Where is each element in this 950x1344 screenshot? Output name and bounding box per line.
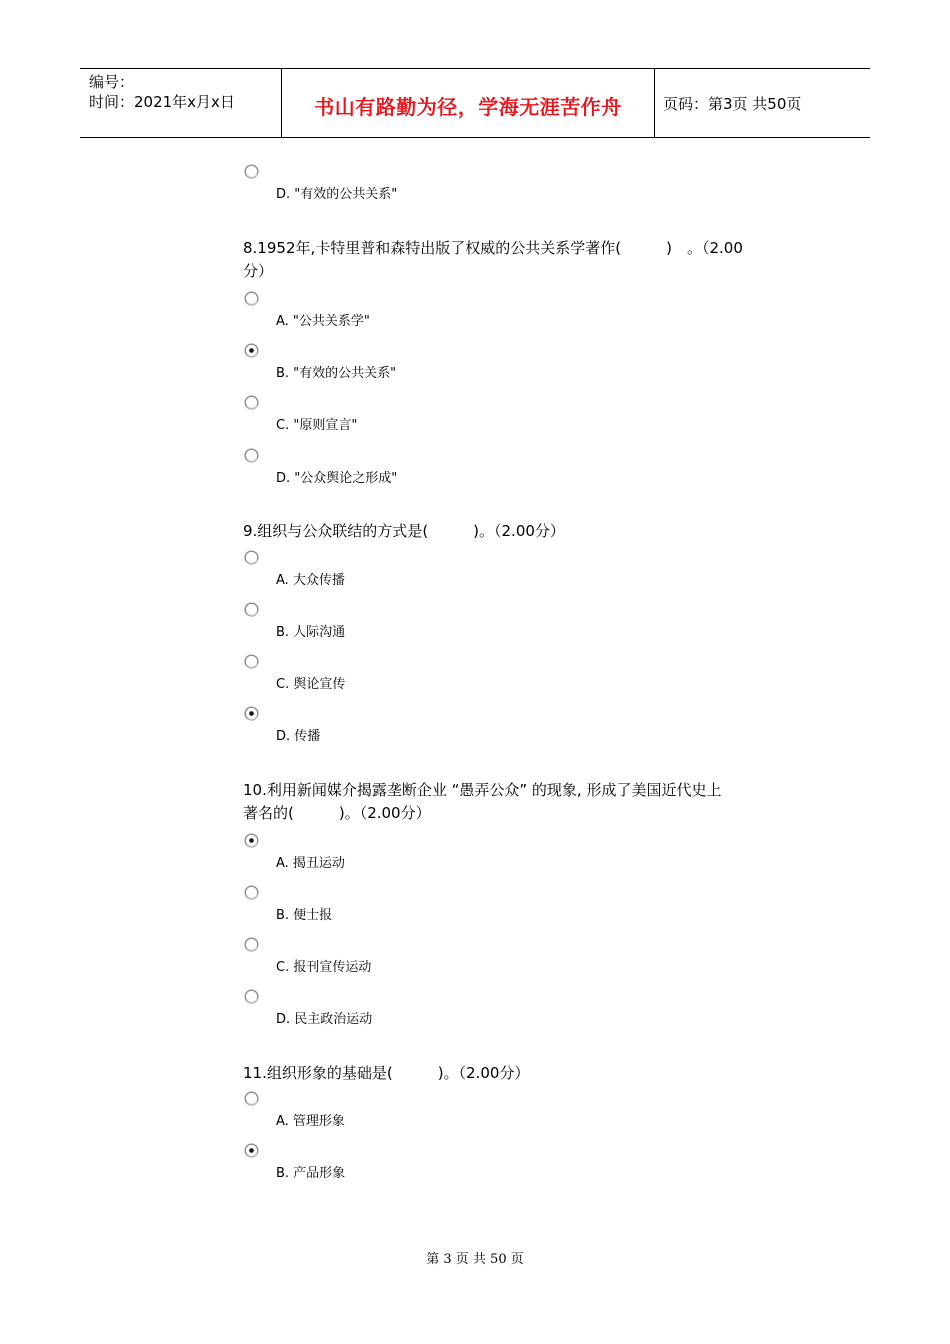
radio-button[interactable] (244, 989, 259, 1004)
option-label: A. "公共关系学" (276, 314, 370, 329)
option-label: D. 民主政治运动 (276, 1012, 373, 1027)
motto: 书山有路勤为径，学海无涯苦作舟 (314, 95, 622, 119)
radio-button[interactable] (244, 164, 259, 179)
header-right-cell (654, 69, 870, 137)
option-label: C. 报刊宣传运动 (276, 960, 372, 975)
option-label: B. 人际沟通 (276, 625, 346, 640)
radio-button[interactable] (244, 448, 259, 463)
question-9-title (243, 520, 823, 543)
option-label: B. 产品形象 (276, 1166, 346, 1181)
option-label: C. 舆论宣传 (276, 677, 346, 692)
radio-selected-dot (249, 1148, 254, 1153)
question-title-line: 11.组织形象的基础是( )。（2.00分） (243, 1064, 530, 1082)
radio-selected-dot (249, 711, 254, 716)
option-label: C. "原则宣言" (276, 418, 358, 433)
option-label: A. 揭丑运动 (276, 856, 345, 871)
option-label: A. 大众传播 (276, 573, 345, 588)
option-label: D. "公众舆论之形成" (276, 471, 398, 486)
radio-button[interactable] (244, 1143, 259, 1158)
radio-button[interactable] (244, 937, 259, 952)
radio-button[interactable] (244, 654, 259, 669)
question-title-line: 8.1952年,卡特里普和森特出版了权威的公共关系学著作( ) 。（2.00 (243, 239, 743, 257)
question-title-line: 10.利用新闻媒介揭露垄断企业 “愚弄公众” 的现象, 形成了美国近代史上 (243, 781, 722, 799)
radio-button[interactable] (244, 291, 259, 306)
radio-button[interactable] (244, 1091, 259, 1106)
question-8-title (243, 237, 823, 283)
radio-button[interactable] (244, 706, 259, 721)
question-title-line: 分） (243, 262, 274, 280)
header-motto-cell (281, 69, 655, 137)
option-label: D. "有效的公共关系" (276, 187, 398, 202)
radio-selected-dot (249, 348, 254, 353)
number-label: 编号： (89, 73, 135, 91)
radio-button[interactable] (244, 395, 259, 410)
page-label: 页码：第3页 共50页 (663, 95, 802, 113)
radio-selected-dot (249, 838, 254, 843)
page-header (80, 68, 870, 138)
radio-button[interactable] (244, 885, 259, 900)
radio-button[interactable] (244, 602, 259, 617)
question-11-title (243, 1062, 823, 1085)
question-10-title (243, 779, 823, 825)
option-label: D. 传播 (276, 729, 321, 744)
option-label: B. 便士报 (276, 908, 333, 923)
option-label: B. "有效的公共关系" (276, 366, 397, 381)
time-label: 时间：2021年x月x日 (89, 93, 235, 111)
radio-button[interactable] (244, 550, 259, 565)
option-label: A. 管理形象 (276, 1114, 345, 1129)
question-title-line: 9.组织与公众联结的方式是( )。（2.00分） (243, 522, 565, 540)
radio-button[interactable] (244, 343, 259, 358)
header-left-cell (80, 69, 281, 137)
page-footer: 第 3 页 共 50 页 (426, 1252, 524, 1267)
radio-button[interactable] (244, 833, 259, 848)
question-title-line: 著名的( )。（2.00分） (243, 804, 431, 822)
